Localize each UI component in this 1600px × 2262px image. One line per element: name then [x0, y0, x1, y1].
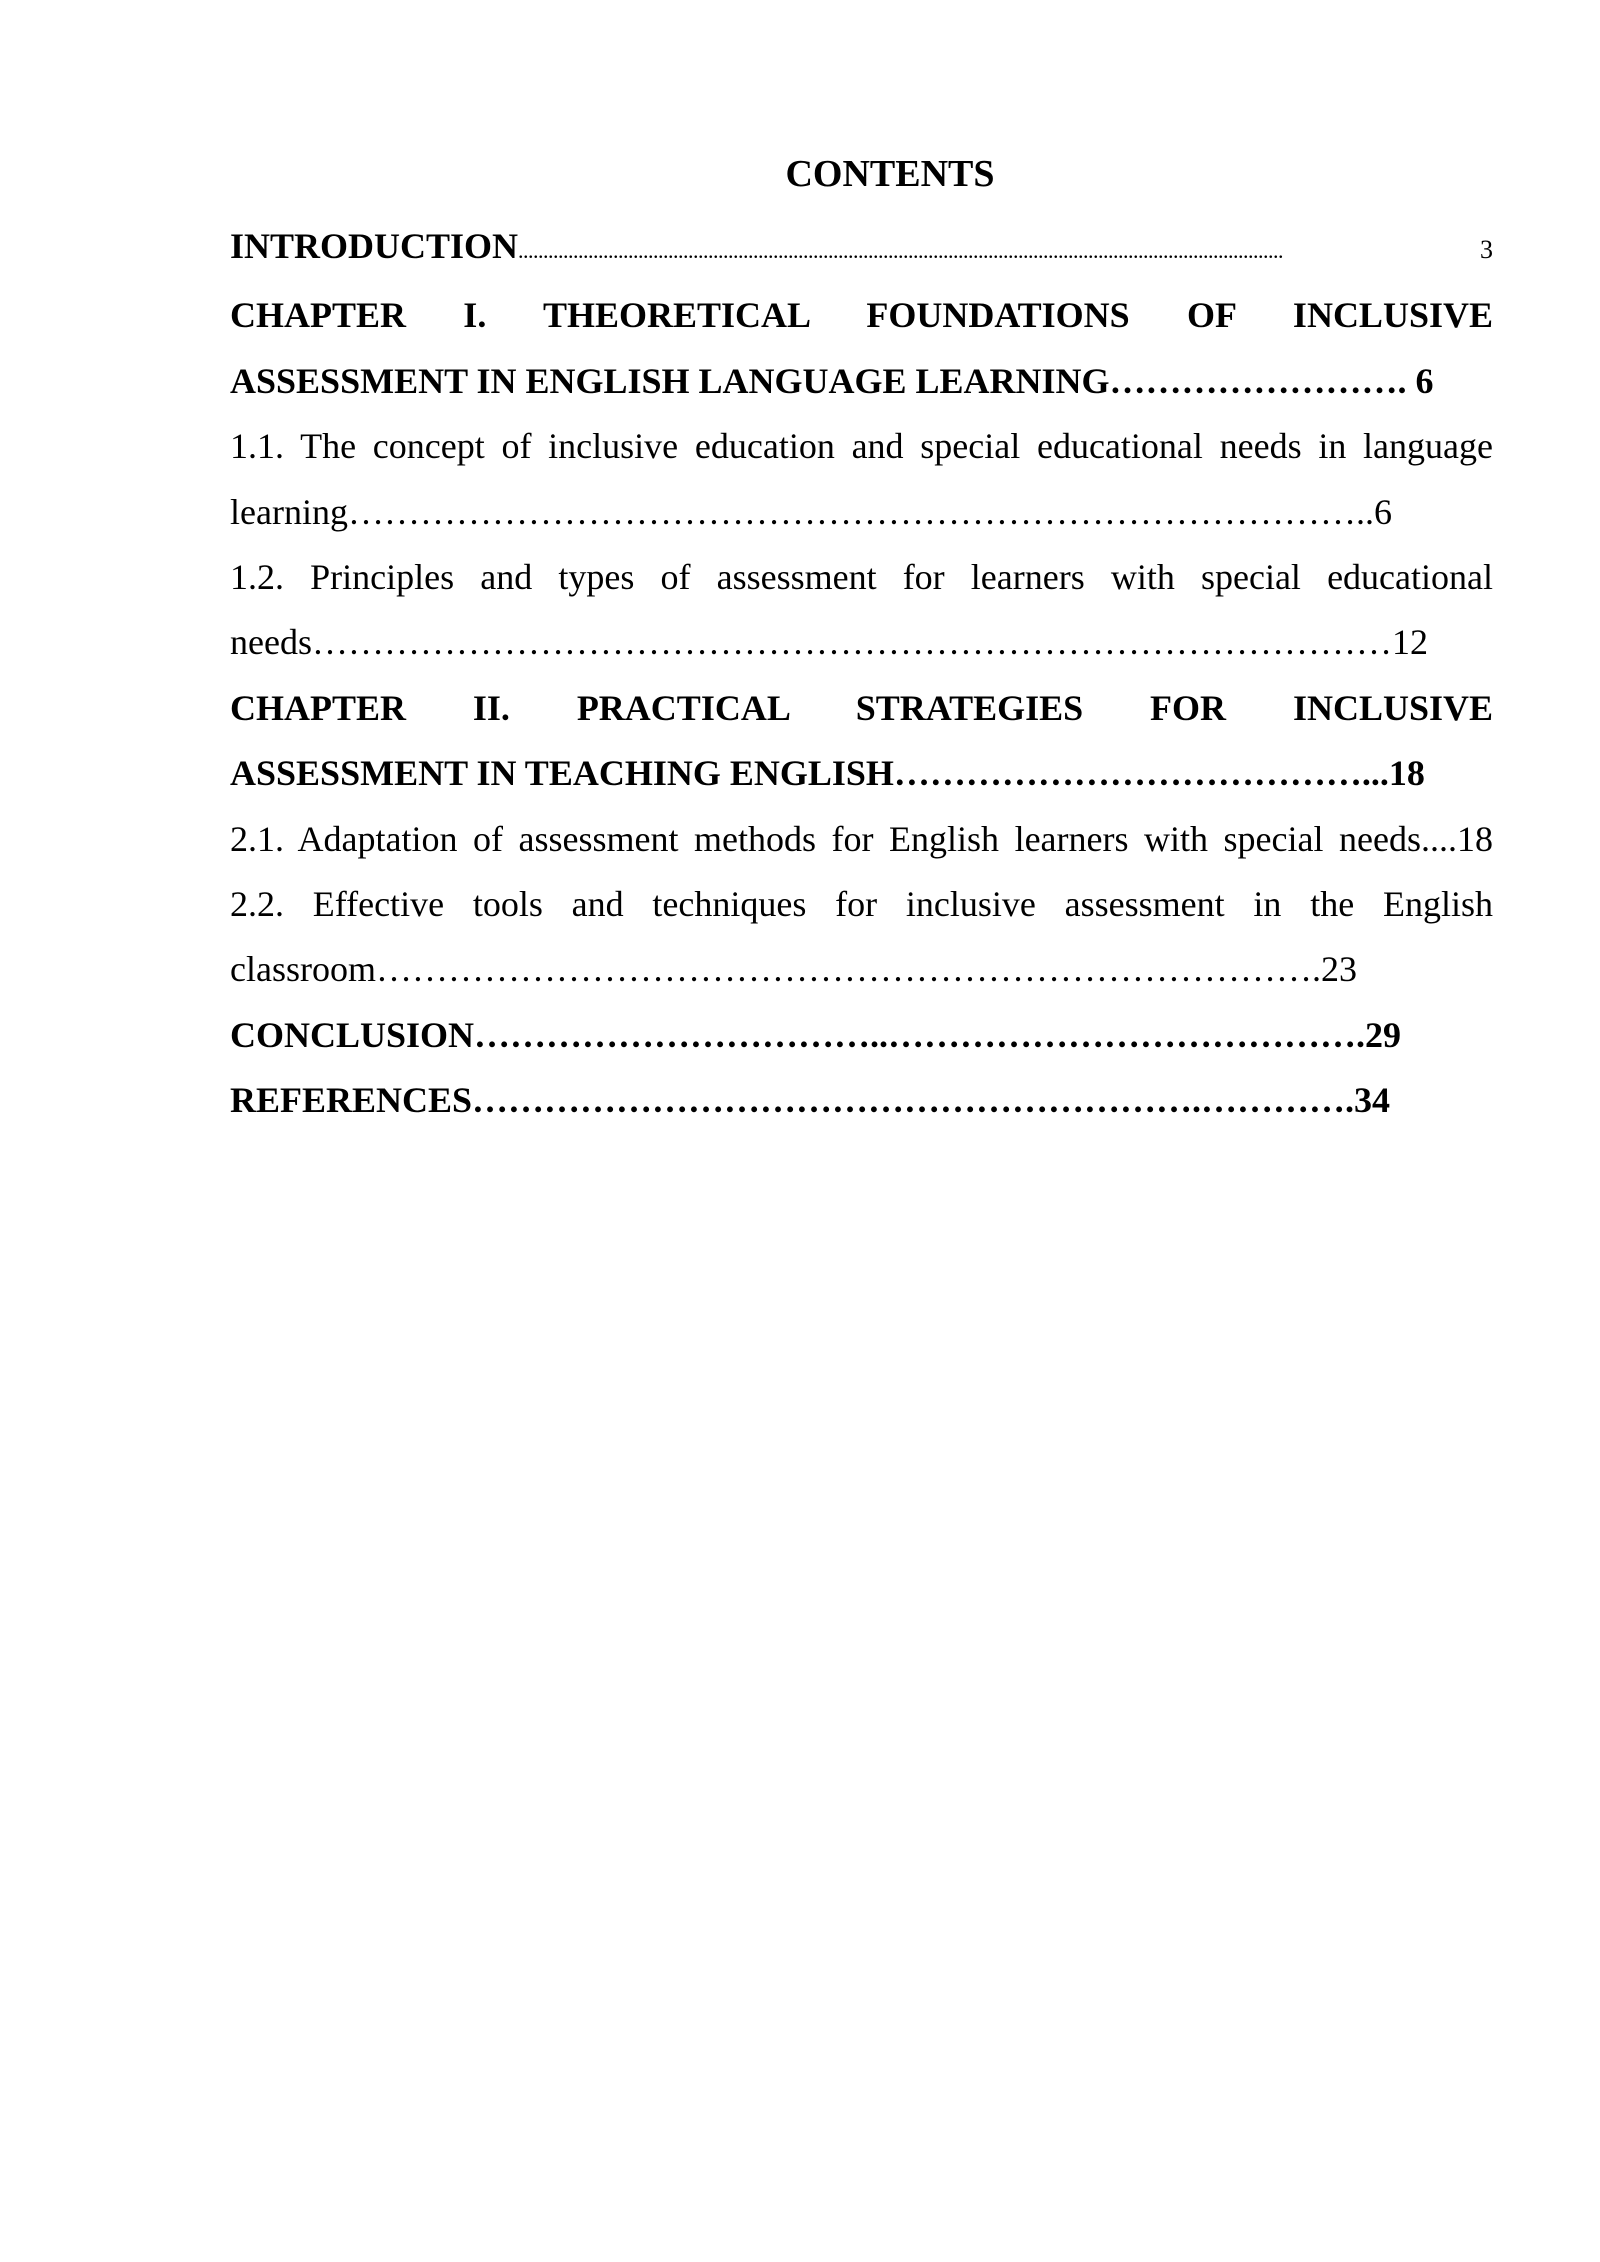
toc-entry-1-2-line2[interactable]: needs………………………………………………………………………………12: [230, 622, 1428, 663]
toc-entry-2-2-line2[interactable]: classroom…………………………………………………………………….23: [230, 949, 1357, 990]
table-of-contents: [230, 214, 1493, 1134]
introduction-page: 3: [1480, 235, 1493, 264]
toc-entry-chapter1-line1[interactable]: CHAPTER I. THEORETICAL FOUNDATIONS OF INCLUSIVE: [230, 295, 1493, 336]
toc-entry-1-1-line1[interactable]: 1.1. The concept of inclusive education and special educational needs in language: [230, 426, 1493, 467]
toc-entry-chapter2-line2[interactable]: ASSESSMENT IN TEACHING ENGLISH…………………………………...18: [230, 753, 1425, 794]
toc-entry-1-1-line2[interactable]: learning…………………………………………………………………………..6: [230, 491, 1392, 532]
toc-entry-references[interactable]: REFERENCES…………………………………………………….………….34: [230, 1080, 1391, 1121]
toc-entry-1-2-line1[interactable]: 1.2. Principles and types of assessment for learners with special educational: [230, 557, 1493, 598]
toc-entry-chapter2-line1[interactable]: CHAPTER II. PRACTICAL STRATEGIES FOR INCLUSIVE: [230, 687, 1493, 728]
toc-entry-2-1[interactable]: 2.1. Adaptation of assessment methods for English learners with special needs....18: [230, 818, 1493, 859]
introduction-label: INTRODUCTION: [230, 226, 519, 266]
toc-entry-introduction[interactable]: [230, 214, 1493, 283]
toc-entry-conclusion[interactable]: CONCLUSION……………………………..………………………………….29: [230, 1014, 1402, 1055]
toc-entry-chapter1-line2[interactable]: ASSESSMENT IN ENGLISH LANGUAGE LEARNING……………………. 6: [230, 360, 1434, 401]
toc-entry-2-2-line1[interactable]: 2.2. Effective tools and techniques for inclusive assessment in the English: [230, 884, 1493, 925]
contents-heading: CONTENTS: [785, 153, 995, 195]
introduction-dots: .........................................................................................................................................................: [518, 238, 1284, 263]
